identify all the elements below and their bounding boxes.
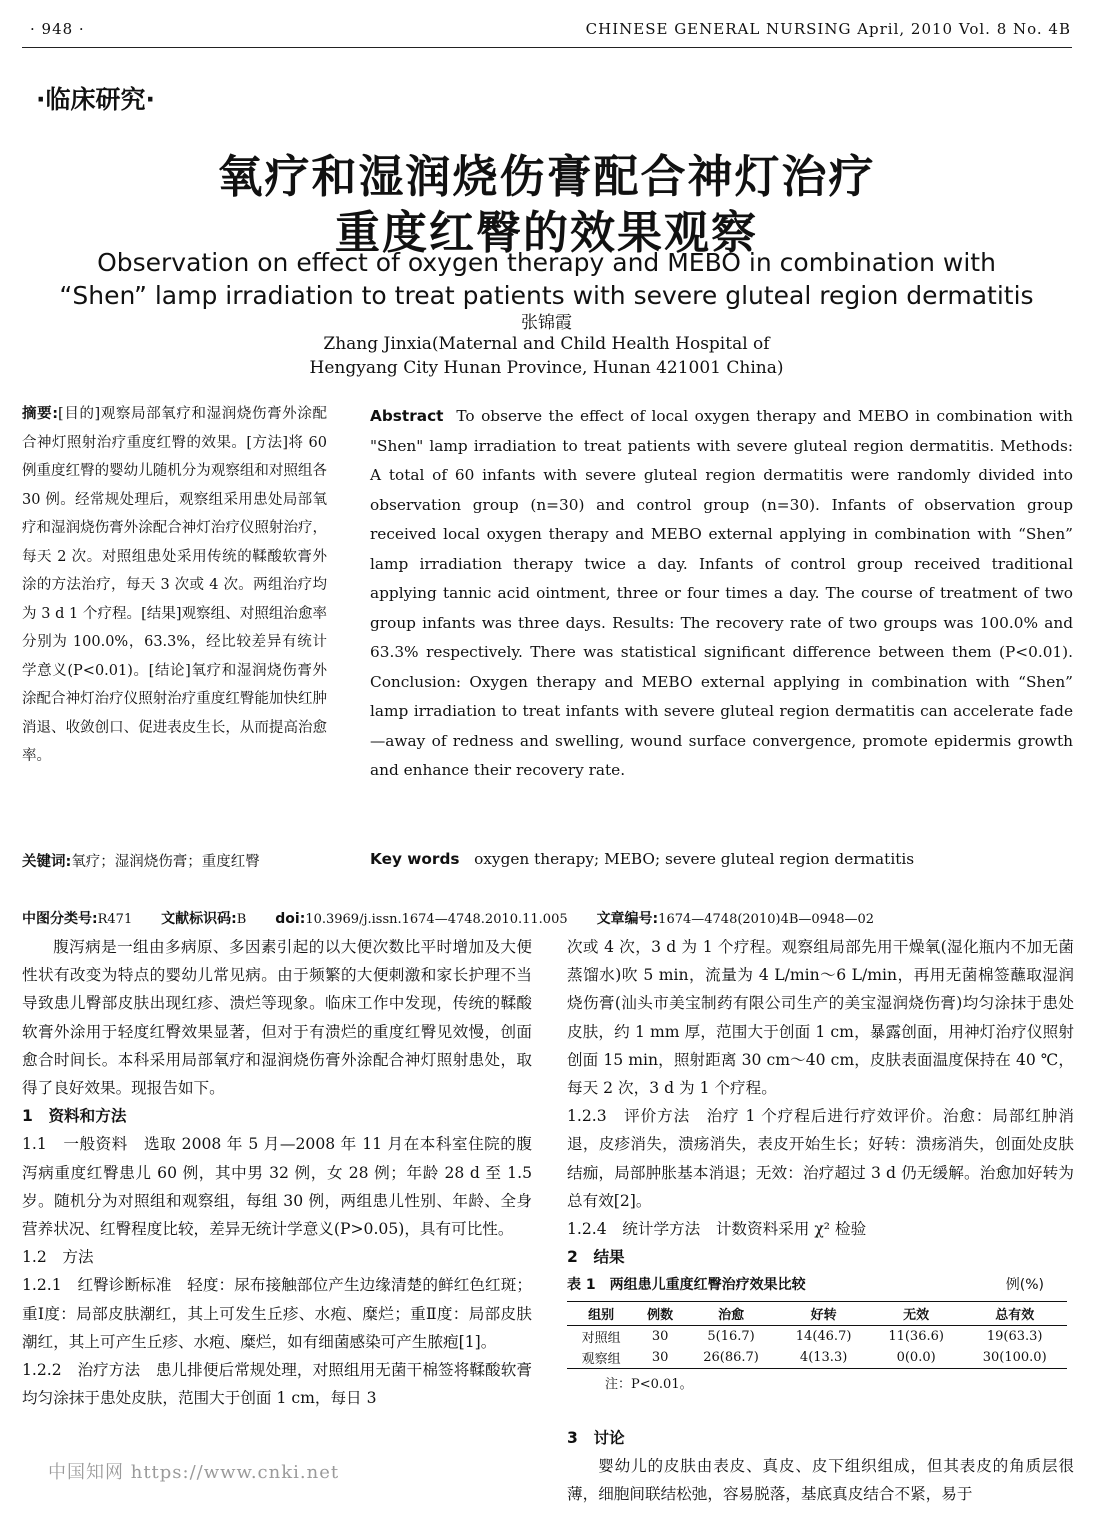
results-table [567,1301,1067,1369]
heading-results: 2 结果 [567,1248,625,1267]
heading-discussion: 3 讨论 [567,1429,625,1447]
title-en-line-2: “Shen” lamp irradiation to treat patients with severe gluteal region dermatitis [59,281,1034,310]
table-cell: 0(0.0) [870,1347,963,1369]
table-cell: 30 [635,1347,684,1369]
heading-methods: 1 资料和方法 [22,1107,127,1126]
table-header: 无效 [870,1302,963,1326]
section-tag: ·临床研究· [36,85,155,114]
table-cell: 26(86.7) [685,1347,778,1369]
doc-value: B [236,912,247,927]
affiliation-line-1: Zhang Jinxia(Maternal and Child Health Hospital of [323,334,770,354]
abstract-cn-label: 摘要: [22,406,59,422]
doc-label: 文献标识码: [161,911,237,927]
doi-label: doi: [275,911,306,927]
section-1-2-2: 1.2.2 治疗方法 患儿排便后常规处理，对照组用无菌干棉签将鞣酸软膏均匀涂抹于患处皮肤，范围大于创面 1 cm，每日 3 [22,1361,532,1408]
table-header: 好转 [777,1302,870,1326]
section-1-2-1: 1.2.1 红臀诊断标准 轻度：尿布接触部位产生边缘清楚的鲜红色红斑；重Ⅰ度：局部皮肤潮红，其上可发生丘疹、水疱、糜烂；重Ⅱ度：局部皮肤潮红，其上可产生丘疹、水疱、糜烂，如有细菌感染可产生脓疱[1]。 [22,1276,532,1351]
title-en-line-1: Observation on effect of oxygen therapy and MEBO in combination with [97,248,996,277]
cnki-watermark: 中国知网 https://www.cnki.net [48,1462,340,1483]
keywords-en-label: Key words [370,850,460,868]
section-1-2-4: 1.2.4 统计学方法 计数资料采用 χ² 检验 [567,1220,867,1239]
section-1-2: 1.2 方法 [22,1248,94,1267]
abstract-en-label: Abstract [370,407,444,425]
table-header: 总有效 [962,1302,1067,1326]
table-header: 组别 [567,1302,635,1326]
abstract-cn-text: [目的]观察局部氧疗和湿润烧伤膏外涂配合神灯照射治疗重度红臀的效果。[方法]将 60 例重度红臀的婴幼儿随机分为观察组和对照组各 30 例。经常规处理后，观察组采用患处局部氧疗和湿润烧伤膏外涂配合神灯治疗仪照射治疗，每天 2 次。对照组患处采用传统的鞣酸软膏外涂的方法治疗，每天 3 次或 4 次。两组治疗均为 3 d 1 个疗程。[结果]观察组、对照组治愈率分别为 100.0%，63.3%，经比较差异有统计学意义(P<0.01)。[结论]氧疗和湿润烧伤膏外涂配合神灯治疗仪照射治疗重度红臀能加快红肿消退、收敛创口、促进表皮生长，从而提高治愈率。 [22,406,327,764]
intro-paragraph: 腹泻病是一组由多病原、多因素引起的以大便次数比平时增加及大便性状有改变为特点的婴幼儿常见病。由于频繁的大便刺激和家长护理不当导致患儿臀部皮肤出现红疹、溃烂等现象。临床工作中发现，传统的鞣酸软膏外涂用于轻度红臀效果显著，但对于有溃烂的重度红臀见效慢，创面愈合时间长。本科采用局部氧疗和湿润烧伤膏外涂配合神灯照射患处，取得了良好效果。现报告如下。 [22,938,532,1098]
table-title-text: 表 1 两组患儿重度红臀治疗效果比较 [567,1277,806,1293]
article-no-value: 1674—4748(2010)4B—0948—02 [658,912,875,927]
cls-label: 中图分类号: [22,911,98,927]
body-left-column [22,933,532,1412]
classification-line [22,908,1082,928]
body-right-column [567,933,1074,1271]
table-header: 治愈 [685,1302,778,1326]
table-cell: 30(100.0) [962,1347,1067,1369]
table-cell: 14(46.7) [795,1329,852,1344]
table-cell: 4(13.3) [777,1347,870,1369]
journal-header: CHINESE GENERAL NURSING April, 2010 Vol. 8 No. 4B [585,20,1071,38]
table-cell: 5(16.7) [707,1329,755,1344]
affiliation-line-2: Hengyang City Hunan Province, Hunan 421001 China) [309,358,784,378]
table-row [567,1347,1067,1369]
table-cell: 11(36.6) [888,1329,944,1344]
table-row [567,1326,1067,1348]
table-cell: 19(63.3) [986,1329,1043,1344]
header-rule [22,47,1072,48]
article-no-label: 文章编号: [596,911,659,927]
keywords-en [370,850,1073,868]
keywords-en-text: oxygen therapy; MEBO; severe gluteal region dermatitis [474,850,915,868]
section-1-1: 1.1 一般资料 选取 2008 年 5 月—2008 年 11 月在本科室住院的腹泻病重度红臀患儿 60 例，其中男 32 例，女 28 例；年龄 28 d 至 1.5 岁。随机分为对照组和观察组，每组 30 例，两组患儿性别、年龄、全身营养状况、红臀程度比较，差异无统计学意义(P>0.05)，具有可比性。 [22,1135,532,1239]
doi-value: 10.3969/j.issn.1674—4748.2010.11.005 [305,912,568,927]
table-cell: 30 [651,1329,669,1344]
discussion-paragraph: 婴幼儿的皮肤由表皮、真皮、皮下组织组成，但其表皮的角质层很薄，细胞间联结松弛，容易脱落，基底真皮结合不紧，易于 [567,1457,1074,1504]
abstract-en [370,402,1073,786]
keywords-cn-text: 氧疗；湿润烧伤膏；重度红臀 [71,854,260,870]
treatment-continued: 次或 4 次，3 d 为 1 个疗程。观察组局部先用干燥氧(湿化瓶内不加无菌蒸馏水)吹 5 min，流量为 4 L/min～6 L/min，再用无菌棉签蘸取湿润烧伤膏(汕头市美宝制药有限公司生产的美宝湿润烧伤膏)均匀涂抹于患处皮肤，约 1 mm 厚，范围大于创面 1 cm，暴露创面，用神灯治疗仪照射创面 15 min，照射距离 30 cm～40 cm，皮肤表面温度保持在 40 ℃，每天 2 次，3 d 为 1 个疗程。 [567,938,1074,1098]
table-unit: 例(%) [1005,1277,1044,1293]
title-cn-line-2: 重度红臀的效果观察 [334,206,758,259]
keywords-cn [22,850,352,871]
table-cell: 对照组 [581,1331,621,1346]
author-cn: 张锦霞 [521,313,572,333]
section-1-2-3: 1.2.3 评价方法 治疗 1 个疗程后进行疗效评价。治愈：局部红肿消退，皮疹消失，溃疡消失，表皮开始生长；好转：溃疡消失，创面处皮肤结痂，局部肿胀基本消退；无效：治疗超过 3 d 仍无缓解。治愈加好转为总有效[2]。 [567,1107,1074,1210]
abstract-cn [22,400,327,771]
table-title [567,1274,1074,1294]
page-number: · 948 · [30,20,85,38]
table-note: 注：P<0.01。 [605,1377,693,1392]
cls-value: R471 [97,912,133,927]
keywords-cn-label: 关键词: [22,854,72,870]
title-cn-line-1: 氧疗和湿润烧伤膏配合神灯治疗 [217,150,876,203]
table-header: 例数 [635,1302,684,1326]
abstract-en-text: To observe the effect of local oxygen therapy and MEBO in combination with "Shen" lamp irradiation to treat patients with severe gluteal region dermatitis. Methods: A total of 60 infants with severe gluteal region dermatitis were randomly divided into observation group (n=30) and control group (n=30). Infants of observation group received local oxygen therapy and MEBO external applying in combination with “Shen” lamp irradiation therapy twice a day. Infants of control group received traditional applying tannic acid ointment, three or four times a day. The course of treatment of two group infants was three days. Results: The recovery rate of two groups was 100.0% and 63.3% respectively. There was statistical significant difference between them (P<0.01). Conclusion: Oxygen therapy and MEBO external applying in combination with “Shen” lamp irradiation to treat infants with severe gluteal region dermatitis can accelerate fade—away of redness and swelling, wound surface convergence, promote epidermis growth and enhance their recovery rate. [370,407,1074,779]
table-cell: 观察组 [567,1347,635,1369]
